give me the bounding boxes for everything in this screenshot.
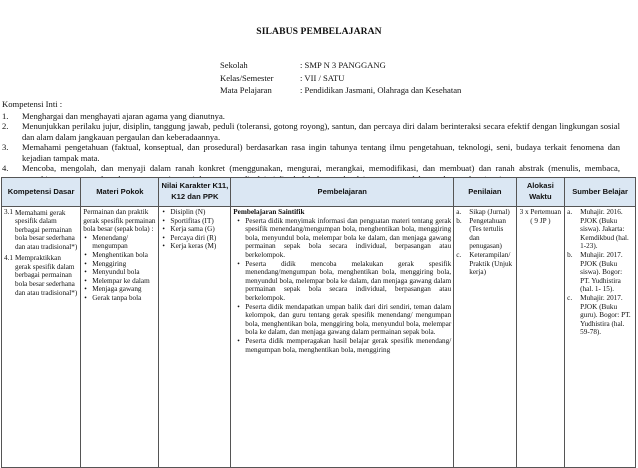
identity-value: : SMP N 3 PANGGANG [300, 60, 386, 70]
kompetensi-inti-heading: Kompetensi Inti : [2, 99, 63, 109]
materi-list [83, 234, 156, 303]
column-header: Sumber Belajar [565, 178, 636, 207]
list-marker: a. [567, 208, 573, 216]
list-marker: c. [456, 250, 462, 259]
sumber-list [567, 208, 633, 337]
list-text: Muhajir. 2017. PJOK (Buku guru). Bogor: PT. Yudhistira (hal. 59-78). [580, 293, 631, 337]
kompetensi-inti-item [2, 142, 620, 163]
list-marker: c. [567, 293, 573, 302]
column-header: Kompetensi Dasar [2, 178, 81, 207]
item-text: Memahami pengetahuan (faktual, konseptual, dan prosedural) berdasarkan rasa ingin tahunya tentang ilmu pengetahuan, teknologi, seni, budaya terkait fenomena dan kejadian tampak mata. [22, 142, 620, 163]
item-text: Menghargai dan menghayati ajaran agama yang dianutnya. [22, 110, 225, 121]
kompetensi-inti-section [2, 99, 620, 184]
kompetensi-inti-item [2, 121, 620, 142]
identity-row [220, 59, 461, 72]
item-text: Mencoba, mengolah, dan menyaji dalam ranah konkret (menggunakan, mengurai, merangkai, memodifikasi, dan membuat) dan ranah abstrak (menulis, membaca, [22, 163, 620, 173]
list-item: • Percaya diri (R) [170, 234, 228, 243]
list-item: • Kerja sama (G) [170, 225, 228, 234]
list-marker: a. [456, 208, 462, 216]
pembelajaran-title: Pembelajaran Saintifik [233, 208, 305, 216]
table-header-row [2, 178, 636, 207]
list-item: • Gerak tanpa bola [92, 294, 156, 303]
list-item [567, 293, 633, 337]
nilai-list [161, 208, 228, 251]
identity-row [220, 84, 461, 97]
column-header: Nilai Karakter K11, K12 dan PPK [159, 178, 231, 207]
list-item: • Melempar ke dalam [92, 277, 156, 286]
penilaian-cell [454, 207, 516, 468]
column-header: Pembelajaran [231, 178, 454, 207]
column-header: Alokasi Waktu [516, 178, 565, 207]
list-item [456, 216, 513, 251]
pembelajaran-cell [231, 207, 454, 468]
list-item: • Disiplin (N) [170, 208, 228, 217]
list-text: Keterampilan/ Praktik (Unjuk kerja) [469, 250, 513, 277]
list-text: Sikap (Jurnal) [469, 208, 510, 216]
list-item: • Peserta didik mencoba melakukan gerak spesifik menendang/mengumpan bola, menghentikan bola, menggiring bola, menyundul bola, melempar bola ke dalam, dan menjaga gawang dalam permainan sepak bola secara individual, berpasangan atau berkelompok. [245, 260, 451, 303]
materi-intro: Permainan dan praktik gerak spesifik permainan bola besar (sepak bola) : [83, 208, 156, 234]
identity-block [220, 59, 461, 97]
item-number: 4. [2, 163, 9, 173]
kd-text: Mempraktikkan gerak spesifik dalam berbagai permainan bola besar sederhana dan atau tradisional*) [15, 254, 78, 297]
list-text: Pengetahuan (Tes tertulis dan penugasan) [469, 216, 506, 251]
kd-number: 3.1 [4, 208, 13, 216]
kd-text: Memahami gerak spesifik dalam berbagai permainan bola besar sederhana dan atau tradisional*) [15, 208, 78, 251]
list-item: • Kerja keras (M) [170, 242, 228, 251]
list-marker: b. [456, 216, 462, 225]
syllabus-table [1, 177, 636, 468]
identity-value: : VII / SATU [300, 72, 345, 83]
kompetensi-inti-item [2, 111, 620, 122]
identity-key: Mata Pelajaran [220, 85, 272, 96]
list-item: • Menendang/ mengumpan [92, 234, 156, 251]
kompetensi-dasar-cell [2, 207, 81, 468]
table-row [2, 207, 636, 468]
list-item [456, 250, 513, 277]
column-header: Materi Pokok [81, 178, 159, 207]
identity-key: Kelas/Semester [220, 72, 274, 83]
list-item [456, 208, 513, 217]
list-item: • Menyundul bola [92, 268, 156, 277]
list-item [567, 250, 633, 294]
list-item: • Sportifitas (IT) [170, 217, 228, 226]
item-text: Menunjukkan perilaku jujur, disiplin, tanggung jawab, peduli (toleransi, gotong royong), santun, dan percaya diri dalam berinteraksi secara efektif dengan lingkungan sosial dan alam dalam jangkauan pergaulan dan keberadaannya. [22, 121, 620, 142]
document-title: SILABUS PEMBELAJARAN [256, 26, 382, 37]
list-text: Muhajir. 2017. PJOK (Buku siswa). Bogor: PT. Yudhistira (hal. 1- 15). [580, 250, 623, 294]
identity-row [220, 72, 461, 85]
list-item: • Peserta didik memperagakan hasil belajar gerak spesifik menendang/ mengumpan bola, menghentikan bola, menggiring [245, 337, 451, 354]
list-item: • Peserta didik menyimak informasi dan penguatan materi tentang gerak spesifik menendang/mengumpan bola, menghentikan bola, menggiring bola, menyundul bola, melempar bola ke dalam, dan menjaga gawang permainan sepak bola secara individual, berpasangan atau berkelompok. [245, 217, 451, 260]
nilai-karakter-cell [159, 207, 231, 468]
list-item [567, 208, 633, 251]
identity-key: Sekolah [220, 60, 248, 70]
list-item: • Menjaga gawang [92, 285, 156, 294]
list-item: • Peserta didik mendapatkan umpan balik dari diri sendiri, teman dalam kelompok, dan guru tentang gerak spesifik menendang/ mengumpan bola, menghentikan bola, menggiring bola, menyundul bola, melempar bola ke dalam, dan menjaga gawang dalam permainan sepak bola. [245, 303, 451, 337]
list-text: Muhajir. 2016. PJOK (Buku siswa). Jakarta: Kemdikbud (hal. 1-23). [580, 208, 629, 251]
list-item: • Menghentikan bola [92, 251, 156, 260]
item-number: 1. [2, 110, 9, 121]
item-number: 2. [2, 121, 9, 131]
column-header: Penilaian [454, 178, 516, 207]
materi-pokok-cell [81, 207, 159, 468]
kd-number: 4.1 [4, 253, 13, 262]
identity-value: : Pendidikan Jasmani, Olahraga dan Kesehatan [300, 85, 462, 96]
penilaian-list [456, 208, 513, 277]
item-number: 3. [2, 142, 9, 152]
list-marker: b. [567, 250, 573, 259]
alokasi-waktu-cell: 3 x Pertemuan ( 9 JP ) [516, 207, 565, 468]
sumber-belajar-cell [565, 207, 636, 468]
pembelajaran-list [233, 217, 451, 355]
list-item: • Menggiring [92, 260, 156, 269]
